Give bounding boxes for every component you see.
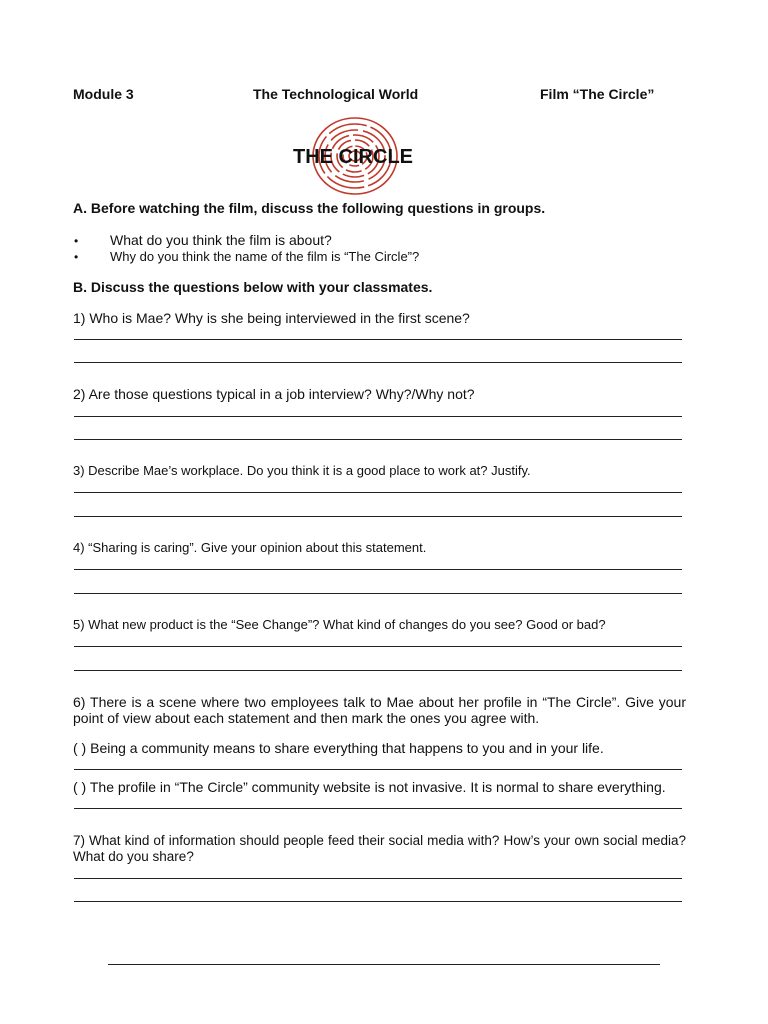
answer-line[interactable] (74, 416, 682, 417)
question-1: 1) Who is Mae? Why is she being interviewed in the first scene? (73, 310, 470, 326)
answer-line[interactable] (74, 439, 682, 440)
question-7: 7) What kind of information should people feed their social media with? How’s your own social media? What do you share? (73, 833, 686, 864)
answer-line[interactable] (74, 516, 682, 517)
film-title: Film “The Circle” (540, 86, 655, 102)
answer-line[interactable] (74, 769, 682, 770)
answer-line[interactable] (74, 878, 682, 879)
answer-line[interactable] (74, 593, 682, 594)
answer-line[interactable] (74, 808, 682, 809)
question-4: 4) “Sharing is caring”. Give your opinion about this statement. (73, 540, 427, 555)
answer-line[interactable] (74, 901, 682, 902)
footer-rule (108, 964, 660, 965)
section-a-title: A. Before watching the film, discuss the following questions in groups. (73, 200, 546, 216)
answer-line[interactable] (74, 670, 682, 671)
answer-line[interactable] (74, 339, 682, 340)
answer-line[interactable] (74, 362, 682, 363)
answer-line[interactable] (74, 646, 682, 647)
question-2: 2) Are those questions typical in a job interview? Why?/Why not? (73, 386, 475, 402)
bullet-icon: • (74, 234, 79, 248)
answer-line[interactable] (74, 569, 682, 570)
topic-title: The Technological World (253, 86, 419, 102)
section-b-title: B. Discuss the questions below with your classmates. (73, 279, 433, 295)
question-6: 6) There is a scene where two employees talk to Mae about her profile in “The Circle”. Give your point of view about each statement and then mark the ones you agree with. (73, 694, 686, 726)
statement-1: ( ) Being a community means to share everything that happens to you and in your life. (73, 740, 604, 756)
answer-line[interactable] (74, 492, 682, 493)
bullet-icon: • (74, 250, 79, 264)
module-label: Module 3 (73, 86, 134, 102)
section-a-bullet-1: What do you think the film is about? (110, 232, 332, 248)
statement-2: ( ) The profile in “The Circle” community website is not invasive. It is normal to share everything. (73, 779, 666, 795)
section-a-bullet-2: Why do you think the name of the film is “The Circle”? (110, 249, 420, 264)
question-5: 5) What new product is the “See Change”? What kind of changes do you see? Good or bad? (73, 617, 606, 632)
question-3: 3) Describe Mae’s workplace. Do you think it is a good place to work at? Justify. (73, 463, 531, 478)
logo-text: THE CIRCLE (293, 146, 413, 168)
